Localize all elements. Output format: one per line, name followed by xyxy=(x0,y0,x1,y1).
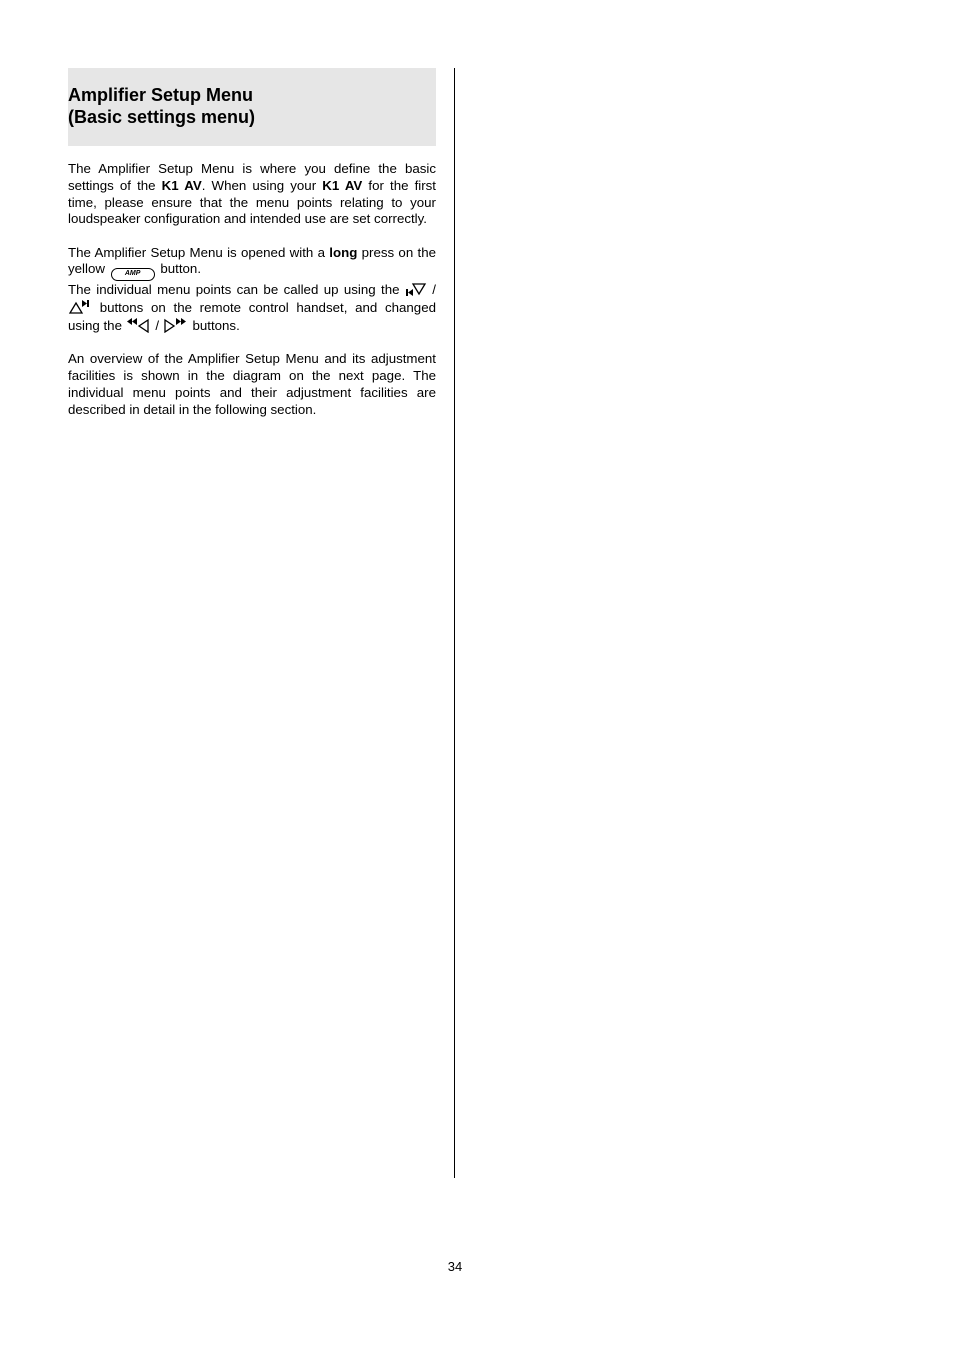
text: press on the yellow xyxy=(68,244,436,277)
text: The Amplifier Setup Menu is where you define the basic settings of the xyxy=(68,161,436,193)
paragraph-intro xyxy=(68,161,436,228)
fast-forward-icon xyxy=(163,317,189,333)
column-divider xyxy=(454,68,455,1178)
amp-button-icon: AMP xyxy=(111,268,155,281)
rewind-icon xyxy=(126,317,152,333)
emphasis: long xyxy=(329,244,358,260)
skip-forward-up-icon xyxy=(68,299,92,315)
heading-line-2: (Basic settings menu) xyxy=(68,107,256,127)
body-text xyxy=(68,161,436,419)
skip-back-down-icon xyxy=(405,281,427,297)
heading-line-1: Amplifier Setup Menu xyxy=(68,85,254,105)
page-number: 34 xyxy=(447,1259,463,1274)
paragraph-overview: An overview of the Amplifier Setup Menu and its adjustment facilities is shown in the diagram on the next page. The individual menu points and their adjustment facilities are described in detail in the following section. xyxy=(68,351,436,417)
model-name: K1 AV xyxy=(322,177,363,193)
text: buttons on the remote control handset, and changed using the xyxy=(68,300,436,334)
model-name: K1 AV xyxy=(161,177,202,193)
text: The Amplifier Setup Menu is opened with a xyxy=(68,244,330,260)
section-heading xyxy=(68,84,255,128)
paragraph-open-menu xyxy=(68,245,436,282)
paragraph-navigation xyxy=(68,281,436,334)
text: buttons. xyxy=(188,318,240,334)
text: The individual menu points can be called up using the xyxy=(68,282,405,298)
text: button. xyxy=(156,261,202,277)
heading-box xyxy=(68,68,436,146)
separator: / xyxy=(151,318,163,334)
separator: / xyxy=(426,282,436,298)
text: for the first time, please ensure that the menu points relating to your loudspeaker configuration and intended use are set correctly. xyxy=(68,177,437,227)
text: . When using your xyxy=(201,177,323,193)
